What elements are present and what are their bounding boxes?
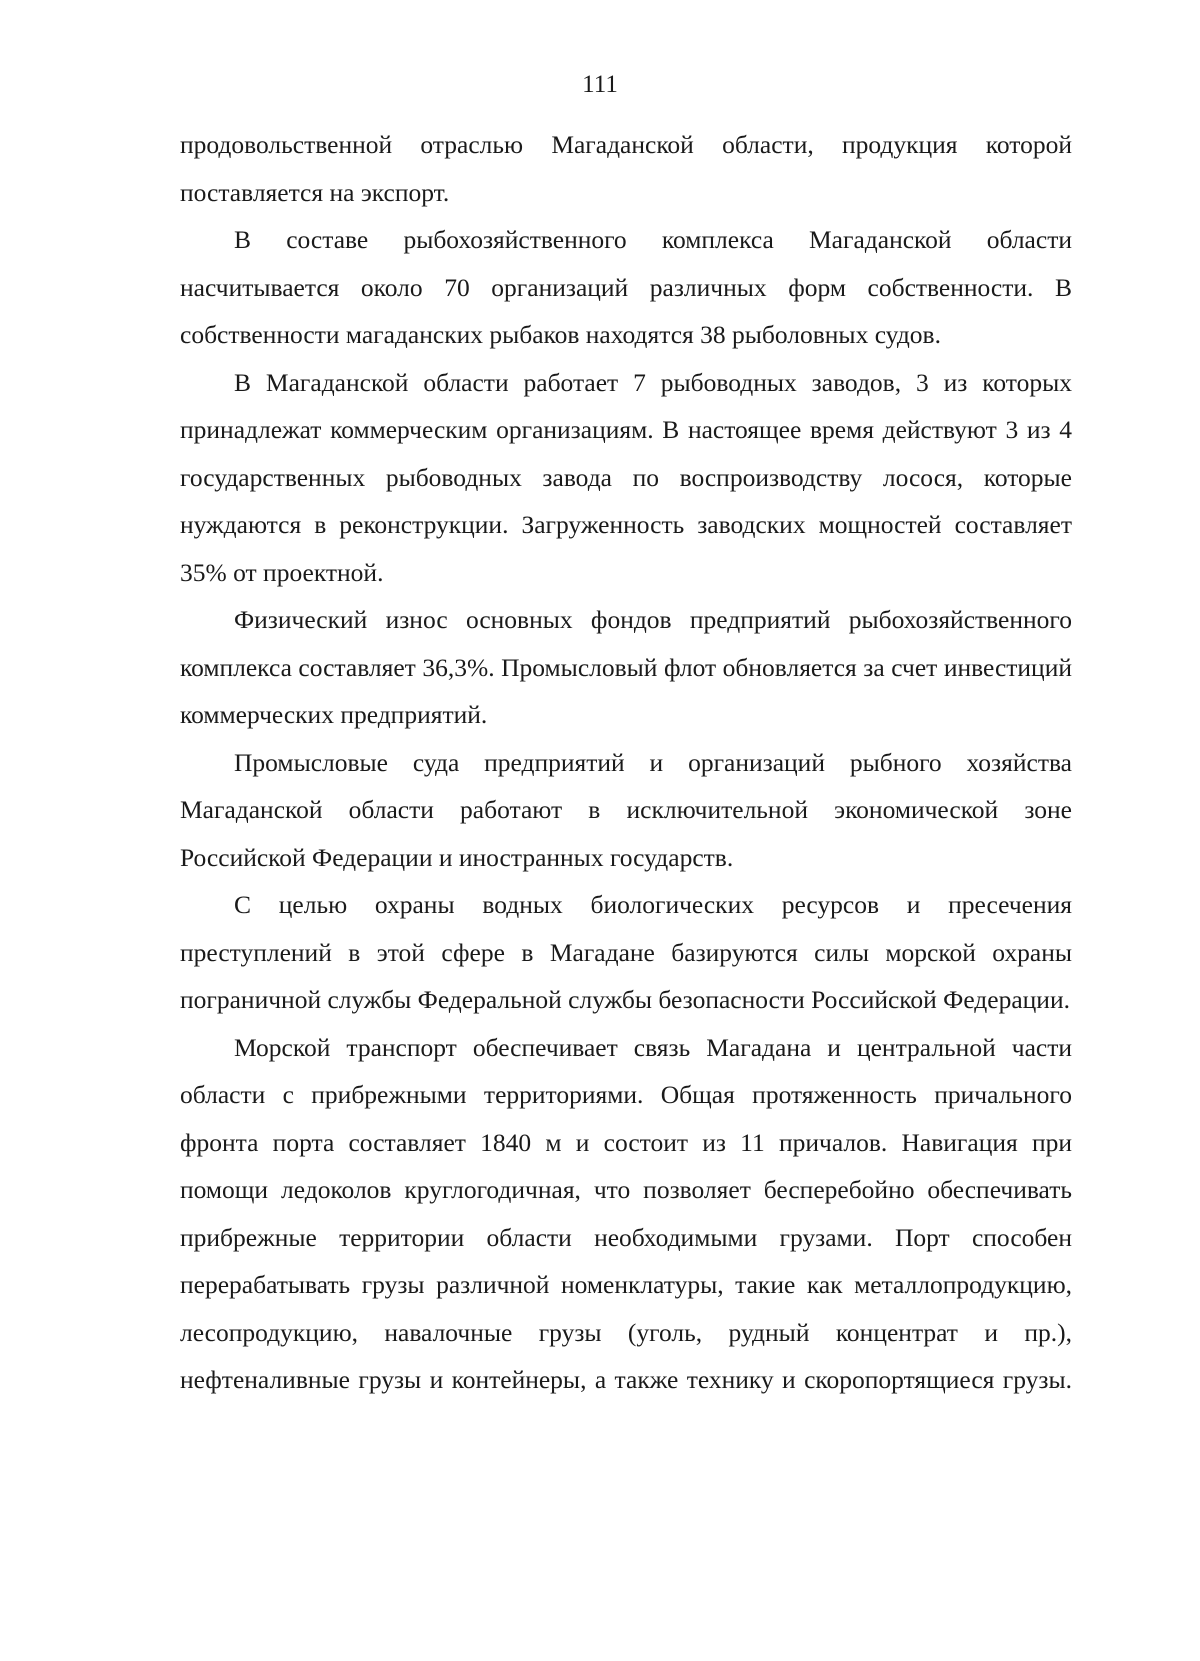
paragraph-fixed-assets-wear: Физический износ основных фондов предприятий рыбохозяйственного комплекса составляет 36,3%. Промысловый флот обновляется за счет инвестиций коммерческих предприятий. bbox=[180, 605, 1072, 729]
paragraph-fishing-complex: В составе рыбохозяйственного комплекса Магаданской области насчитывается около 70 организаций различных форм собственности. В собственности магаданских рыбаков находятся 38 рыболовных судов. bbox=[180, 225, 1072, 349]
paragraph-sea-transport: Морской транспорт обеспечивает связь Магадана и центральной части области с прибрежными территориями. Общая протяженность причального фронта порта составляет 1840 м и состоит из 11 причалов. Навигация при помощи ледоколов круглогодичная, что позволяет бесперебойно обеспечивать прибрежные территории области необходимыми грузами. Порт способен перерабатывать грузы различной номенклатуры, такие как металлопродукцию, лесопродукцию, навалочные грузы (уголь, рудный концентрат и пр.), нефтеналивные грузы и контейнеры, а также технику и скоропортящиеся грузы. bbox=[180, 1032, 1072, 1394]
paragraph-continuation: продовольственной отраслью Магаданской области, продукция которой поставляется на экспорт. bbox=[180, 130, 1072, 207]
paragraph-fish-hatcheries: В Магаданской области работает 7 рыбоводных заводов, 3 из которых принадлежат коммерческим организациям. В настоящее время действуют 3 из 4 государственных рыбоводных завода по воспроизводству лосося, которые нуждаются в реконструкции. Загруженность заводских мощностей составляет 35% от проектной. bbox=[180, 367, 1072, 587]
paragraph-marine-guard: С целью охраны водных биологических ресурсов и пресечения преступлений в этой сфере в Магадане базируются силы морской охраны пограничной службы Федеральной службы безопасности Российской Федерации. bbox=[180, 890, 1072, 1014]
paragraph-fishing-vessels: Промысловые суда предприятий и организаций рыбного хозяйства Магаданской области работают в исключительной экономической зоне Российской Федерации и иностранных государств. bbox=[180, 747, 1072, 872]
document-body bbox=[180, 121, 1072, 1404]
page-number: 111 bbox=[582, 71, 618, 98]
